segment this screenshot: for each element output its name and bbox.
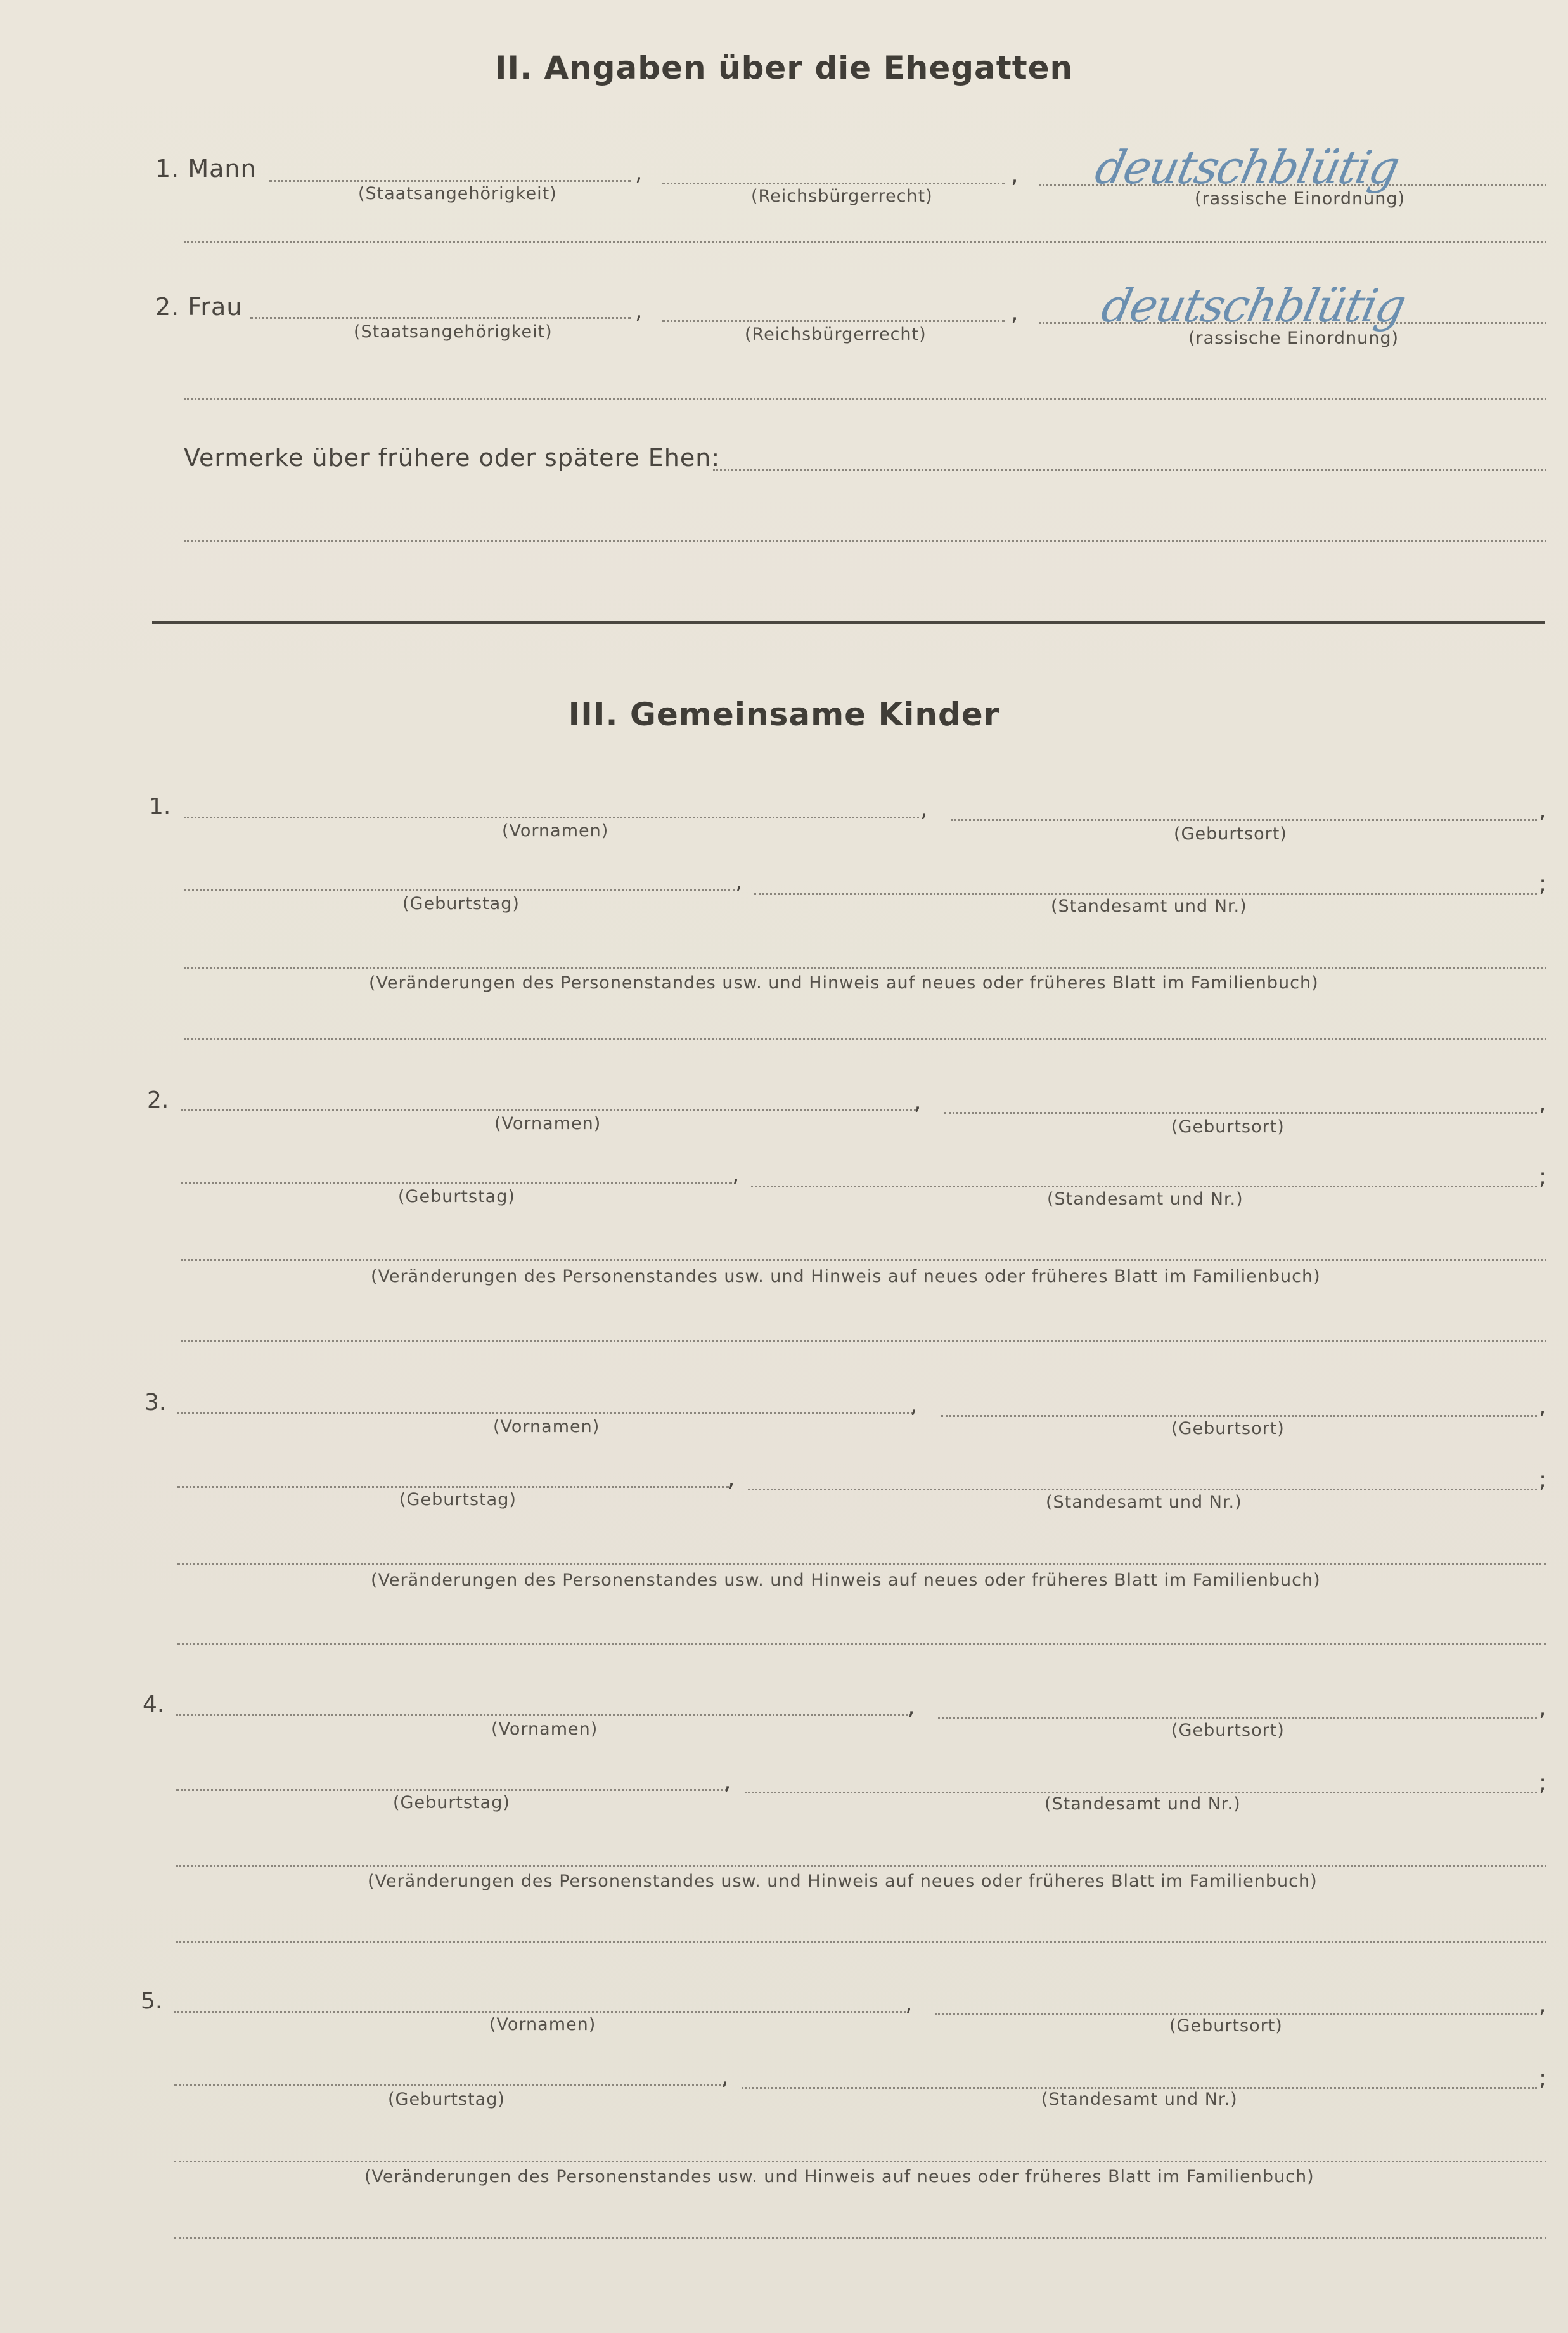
semicolon: ; <box>1539 1467 1547 1493</box>
child-veraenderungen-caption: (Veränderungen des Personenstandes usw. und Hinweis auf neues oder früheres Blatt im Familienbuch) <box>364 2167 1314 2187</box>
child-geburtsort-caption: (Geburtsort) <box>1171 1117 1285 1137</box>
comma: , <box>1539 1393 1546 1419</box>
child-geburtstag-field[interactable] <box>177 1486 729 1488</box>
comma: , <box>721 2064 729 2090</box>
frau-staat-caption: (Staatsangehörigkeit) <box>354 322 553 342</box>
child-standesamt-field[interactable] <box>751 1186 1537 1187</box>
child-veraenderungen-field[interactable] <box>176 1865 1546 1867</box>
vermerke-field[interactable] <box>713 469 1546 471</box>
child-extra-line[interactable] <box>181 1340 1546 1342</box>
child-extra-line[interactable] <box>174 2237 1546 2239</box>
frau-reich-field[interactable] <box>662 320 1005 322</box>
child-vornamen-caption: (Vornamen) <box>502 821 609 841</box>
mann-reich-field[interactable] <box>662 183 1005 184</box>
child-geburtsort-field[interactable] <box>941 1415 1537 1417</box>
child-number: 3. <box>145 1390 167 1416</box>
child-veraenderungen-field[interactable] <box>181 1259 1546 1261</box>
child-vornamen-caption: (Vornamen) <box>489 2015 596 2034</box>
child-standesamt-field[interactable] <box>745 1792 1537 1793</box>
child-geburtstag-caption: (Geburtstag) <box>393 1793 510 1813</box>
comma: , <box>728 1466 735 1492</box>
comma: , <box>1539 1695 1546 1721</box>
child-vornamen-caption: (Vornamen) <box>493 1417 600 1437</box>
frau-rasse-caption: (rassische Einordnung) <box>1188 328 1399 348</box>
mann-staat-field[interactable] <box>269 180 631 182</box>
child-standesamt-field[interactable] <box>748 1489 1537 1490</box>
child-number: 2. <box>147 1087 169 1113</box>
comma: , <box>732 1161 740 1187</box>
child-standesamt-field[interactable] <box>754 893 1537 895</box>
child-geburtstag-field[interactable] <box>184 889 735 891</box>
child-geburtstag-field[interactable] <box>174 2084 726 2086</box>
frau-staat-field[interactable] <box>250 317 631 319</box>
child-extra-line[interactable] <box>184 1038 1546 1040</box>
comma: , <box>908 1694 915 1720</box>
mann-label: 1. Mann <box>155 155 257 183</box>
frau-handwritten-value: deutschblütig <box>1097 279 1410 332</box>
comma: , <box>905 1991 913 2017</box>
child-veraenderungen-field[interactable] <box>174 2161 1546 2162</box>
child-standesamt-caption: (Standesamt und Nr.) <box>1046 1492 1242 1512</box>
child-extra-line[interactable] <box>176 1941 1546 1943</box>
child-vornamen-caption: (Vornamen) <box>491 1719 598 1739</box>
child-vornamen-field[interactable] <box>177 1412 913 1414</box>
child-number: 5. <box>141 1988 163 2014</box>
vermerke-extra-line[interactable] <box>184 540 1546 542</box>
child-vornamen-field[interactable] <box>184 817 919 818</box>
frau-reich-caption: (Reichsbürgerrecht) <box>745 325 927 344</box>
mann-staat-caption: (Staatsangehörigkeit) <box>358 184 557 204</box>
comma: , <box>1539 798 1546 824</box>
comma: , <box>1539 1992 1546 2018</box>
child-veraenderungen-caption: (Veränderungen des Personenstandes usw. und Hinweis auf neues oder früheres Blatt im Familienbuch) <box>371 1267 1321 1286</box>
mann-handwritten-value: deutschblütig <box>1091 141 1404 194</box>
child-veraenderungen-field[interactable] <box>184 967 1546 969</box>
child-geburtsort-caption: (Geburtsort) <box>1169 2016 1283 2036</box>
child-vornamen-field[interactable] <box>176 1714 911 1716</box>
child-geburtsort-field[interactable] <box>944 1112 1537 1114</box>
child-veraenderungen-caption: (Veränderungen des Personenstandes usw. und Hinweis auf neues oder früheres Blatt im Familienbuch) <box>371 1570 1321 1590</box>
child-geburtsort-caption: (Geburtsort) <box>1171 1419 1285 1438</box>
section-divider <box>152 621 1545 624</box>
mann-reich-caption: (Reichsbürgerrecht) <box>751 186 933 206</box>
frau-label: 2. Frau <box>155 293 243 321</box>
child-geburtstag-caption: (Geburtstag) <box>398 1187 515 1206</box>
comma: , <box>1011 300 1019 326</box>
child-standesamt-field[interactable] <box>742 2087 1537 2089</box>
mann-extra-line[interactable] <box>184 241 1546 243</box>
comma: , <box>914 1089 922 1115</box>
frau-extra-line[interactable] <box>184 398 1546 400</box>
comma: , <box>724 1769 731 1795</box>
comma: , <box>910 1392 918 1418</box>
comma: , <box>735 869 743 895</box>
child-vornamen-field[interactable] <box>174 2011 909 2013</box>
comma: , <box>920 796 928 822</box>
vermerke-label: Vermerke über frühere oder spätere Ehen: <box>184 444 721 472</box>
child-standesamt-caption: (Standesamt und Nr.) <box>1051 896 1247 916</box>
child-standesamt-caption: (Standesamt und Nr.) <box>1047 1189 1243 1209</box>
comma: , <box>1539 1090 1546 1116</box>
child-standesamt-caption: (Standesamt und Nr.) <box>1044 1794 1241 1814</box>
child-number: 1. <box>149 794 171 820</box>
child-geburtstag-caption: (Geburtstag) <box>402 894 520 914</box>
child-geburtstag-caption: (Geburtstag) <box>399 1490 517 1509</box>
child-geburtsort-caption: (Geburtsort) <box>1174 824 1287 844</box>
child-geburtstag-caption: (Geburtstag) <box>388 2090 505 2109</box>
child-standesamt-caption: (Standesamt und Nr.) <box>1041 2090 1238 2109</box>
mann-rasse-caption: (rassische Einordnung) <box>1195 189 1405 209</box>
child-geburtsort-field[interactable] <box>935 2013 1537 2015</box>
comma: , <box>635 298 643 324</box>
child-veraenderungen-caption: (Veränderungen des Personenstandes usw. und Hinweis auf neues oder früheres Blatt im Familienbuch) <box>368 1871 1318 1891</box>
semicolon: ; <box>1539 1770 1547 1796</box>
comma: , <box>635 160 643 186</box>
child-veraenderungen-caption: (Veränderungen des Personenstandes usw. und Hinweis auf neues oder früheres Blatt im Familienbuch) <box>369 973 1319 993</box>
semicolon: ; <box>1539 1164 1547 1190</box>
child-veraenderungen-field[interactable] <box>177 1563 1546 1565</box>
child-geburtsort-field[interactable] <box>951 819 1537 821</box>
child-geburtstag-field[interactable] <box>181 1182 732 1184</box>
child-geburtstag-field[interactable] <box>176 1789 728 1791</box>
child-vornamen-caption: (Vornamen) <box>494 1114 601 1134</box>
child-vornamen-field[interactable] <box>181 1109 916 1111</box>
child-geburtsort-field[interactable] <box>938 1717 1537 1719</box>
child-extra-line[interactable] <box>177 1643 1546 1645</box>
section-3-title: III. Gemeinsame Kinder <box>568 696 1000 733</box>
semicolon: ; <box>1539 2065 1547 2091</box>
comma: , <box>1011 162 1019 188</box>
child-geburtsort-caption: (Geburtsort) <box>1171 1721 1285 1740</box>
section-2-title: II. Angaben über die Ehegatten <box>494 49 1074 86</box>
child-number: 4. <box>143 1691 165 1717</box>
semicolon: ; <box>1539 871 1547 897</box>
